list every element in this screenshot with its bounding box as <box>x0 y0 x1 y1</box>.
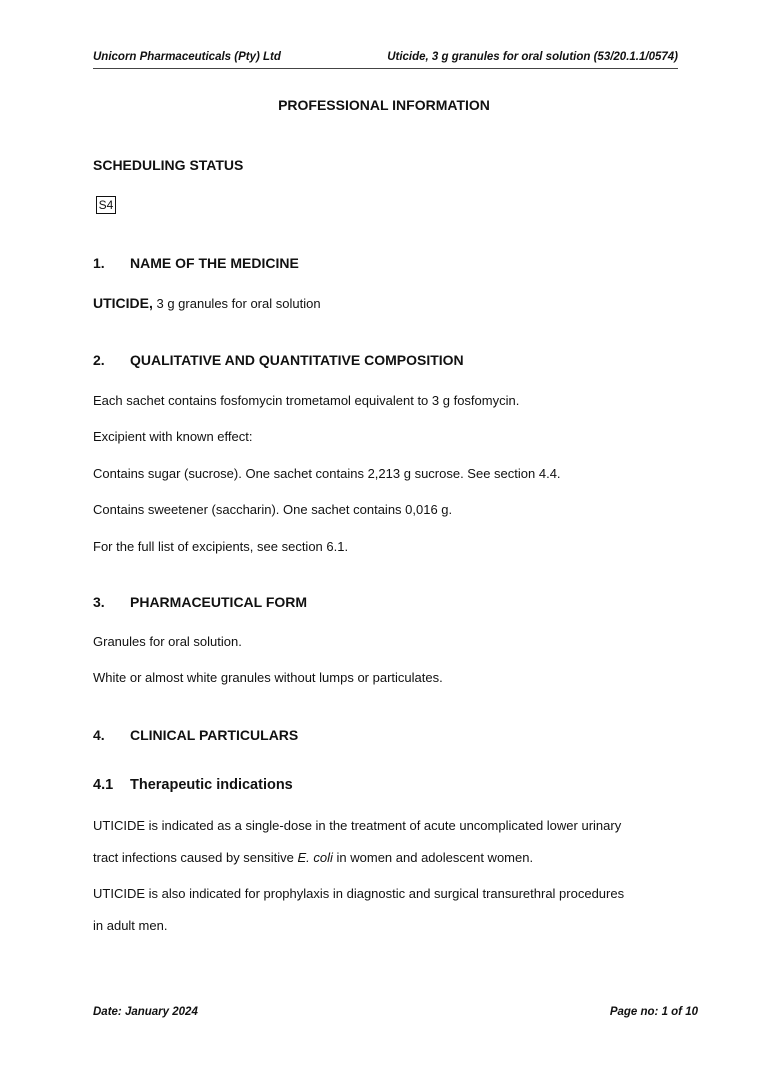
italic-organism: E. coli <box>297 850 333 865</box>
paragraph: UTICIDE is indicated as a single-dose in the treatment of acute uncomplicated lower urinary <box>93 818 622 833</box>
footer-page-number: Page no: 1 of 10 <box>609 1006 698 1018</box>
section-number: 3. <box>93 594 105 610</box>
section-title: PHARMACEUTICAL FORM <box>130 594 308 610</box>
paragraph: Excipient with known effect: <box>93 429 253 444</box>
header-company: Unicorn Pharmaceuticals (Pty) Ltd <box>93 51 281 63</box>
section-title: QUALITATIVE AND QUANTITATIVE COMPOSITION <box>130 352 464 368</box>
section-number: 1. <box>93 255 105 271</box>
paragraph: Granules for oral solution. <box>93 634 242 649</box>
text-run: tract infections caused by sensitive <box>93 850 298 865</box>
paragraph <box>93 850 533 865</box>
section-title: CLINICAL PARTICULARS <box>130 727 299 743</box>
paragraph: Contains sugar (sucrose). One sachet contains 2,213 g sucrose. See section 4.4. <box>93 466 561 481</box>
header-product: Uticide, 3 g granules for oral solution (53/20.1.1/0574) <box>387 51 678 63</box>
paragraph: Contains sweetener (saccharin). One sachet contains 0,016 g. <box>93 502 453 517</box>
scheduling-heading: SCHEDULING STATUS <box>93 157 244 173</box>
section-number: 2. <box>93 352 105 368</box>
text-run: in women and adolescent women. <box>332 850 534 865</box>
footer-date: Date: January 2024 <box>93 1006 198 1018</box>
paragraph: UTICIDE is also indicated for prophylaxis in diagnostic and surgical transurethral procedures <box>93 886 625 901</box>
section-number: 4. <box>93 727 105 743</box>
paragraph: For the full list of excipients, see section 6.1. <box>93 539 349 554</box>
document-title: PROFESSIONAL INFORMATION <box>278 97 490 113</box>
subsection-number: 4.1 <box>93 777 114 793</box>
page-header <box>93 50 678 69</box>
medicine-name-bold: UTICIDE, <box>93 295 153 311</box>
paragraph: in adult men. <box>93 918 168 933</box>
medicine-name <box>93 295 321 311</box>
paragraph: White or almost white granules without lumps or particulates. <box>93 670 443 685</box>
section-title: NAME OF THE MEDICINE <box>130 255 299 271</box>
subsection-4-1-heading <box>93 777 293 793</box>
medicine-name-rest: 3 g granules for oral solution <box>152 296 321 311</box>
paragraph: Each sachet contains fosfomycin trometamol equivalent to 3 g fosfomycin. <box>93 393 520 408</box>
subsection-title: Therapeutic indications <box>130 777 293 793</box>
schedule-status-box: S4 <box>96 196 116 214</box>
